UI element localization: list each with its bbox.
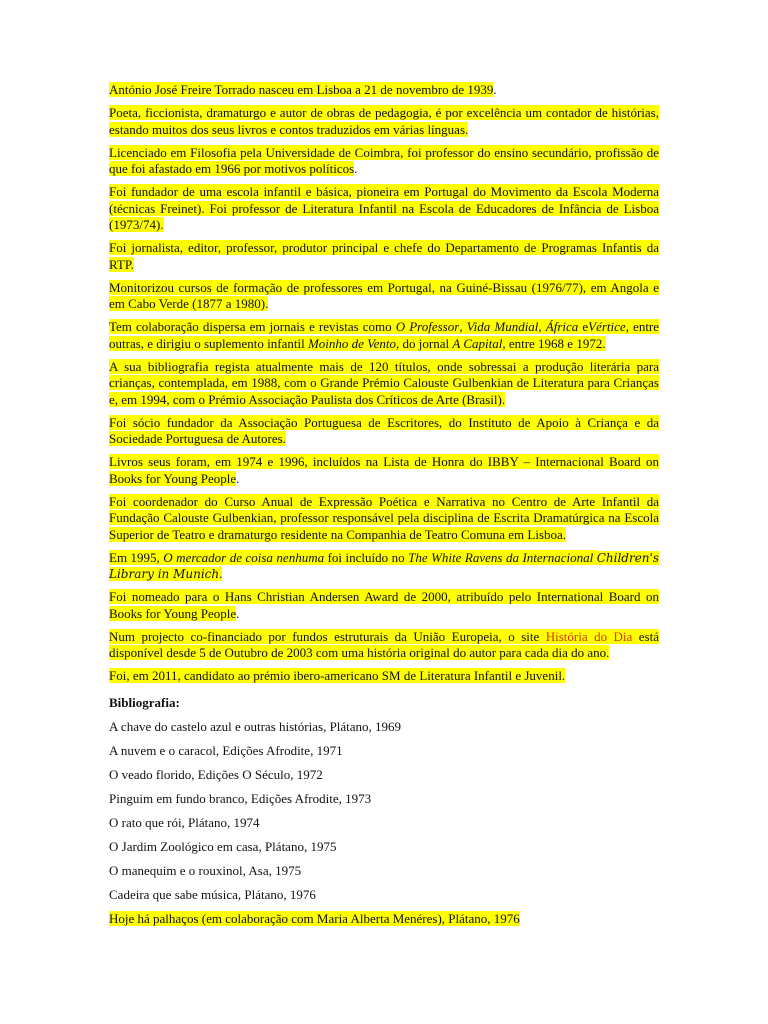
biography-paragraph (109, 629, 659, 662)
text-segment: foi incluído no (324, 549, 409, 565)
bibliography-item-text: O manequim e o rouxinol, Asa, 1975 (109, 863, 302, 878)
text-segment: , (538, 319, 546, 334)
bibliography-item-text: O Jardim Zoológico em casa, Plátano, 1975 (109, 839, 337, 854)
historia-do-dia-link[interactable]: História do Dia (545, 628, 633, 644)
biography-paragraph (109, 550, 659, 583)
bibliography-item (109, 839, 659, 856)
bibliography-item-text: O veado florido, Edições O Século, 1972 (109, 767, 323, 782)
text-segment: Moinho de Vento (307, 335, 397, 351)
biography-paragraph (109, 82, 659, 99)
biography-paragraph (109, 280, 659, 313)
text-segment: , (459, 319, 467, 334)
bibliography-item (109, 791, 659, 808)
document-body (109, 82, 659, 935)
bibliography-item (109, 767, 659, 784)
biography-paragraph (109, 415, 659, 448)
biography-paragraph (109, 184, 659, 234)
biography-paragraph (109, 145, 659, 178)
text-segment: . (219, 566, 223, 581)
text-segment: Foi nomeado para o Hans Christian Andersen Award de 2000, atribuído pelo International Board on Books for Young People (109, 589, 659, 621)
bibliography-heading: Bibliografia: (109, 694, 180, 710)
text-segment: , do jornal (396, 335, 453, 351)
biography-paragraph (109, 589, 659, 622)
bibliography-item (109, 887, 659, 904)
bibliography-item (109, 911, 659, 928)
biography-paragraph (109, 105, 659, 138)
text-segment: . (236, 470, 240, 486)
text-segment: . (493, 82, 497, 97)
bibliography-item (109, 743, 659, 760)
text-segment: Monitorizou cursos de formação de professores em Portugal, na Guiné-Bissau (1976/77), em Angola e em Cabo Verde (1877 a 1980). (109, 279, 659, 311)
text-segment: Foi sócio fundador da Associação Portuguesa de Escritores, do Instituto de Apoio à Criança e da Sociedade Portuguesa de Autores. (109, 414, 659, 446)
biography-section (109, 82, 659, 685)
text-segment: A Capital (452, 335, 503, 351)
text-segment: A sua bibliografia regista atualmente mais de 120 títulos, onde sobressai a produção literária para crianças, contemplada, em 1988, com o Grande Prémio Calouste Gulbenkian de Literatura para Crianças e, em 1994, com o Prémio Associação Paulista dos Críticos de Arte (Brasil). (109, 358, 659, 407)
bibliography-item-text: Pinguim em fundo branco, Edições Afrodite, 1973 (109, 791, 372, 806)
text-segment: Em 1995, (109, 549, 164, 565)
text-segment: Foi jornalista, editor, professor, produtor principal e chefe do Departamento de Programas Infantis da RTP. (109, 240, 659, 272)
text-segment: Foi, em 2011, candidato ao prémio ibero-americano SM de Literatura Infantil e Juvenil. (109, 668, 566, 683)
text-segment: Num projecto co-financiado por fundos estruturais da União Europeia, o site (109, 628, 546, 644)
text-segment: . (354, 161, 358, 176)
text-segment: , entre 1968 e 1972. (502, 335, 606, 351)
bibliography-item (109, 863, 659, 880)
biography-paragraph (109, 668, 659, 685)
text-segment: Foi fundador de uma escola infantil e básica, pioneira em Portugal do Movimento da Escola Moderna (técnicas Freinet). Foi professor de Literatura Infantil na Escola de Educadores de Infância de Lisboa (1973/74). (109, 184, 659, 232)
text-segment: Children's Library in Munich (109, 550, 659, 581)
bibliography-item (109, 815, 659, 832)
biography-paragraph (109, 494, 659, 544)
bibliography-item-text: O rato que rói, Plátano, 1974 (109, 815, 260, 830)
bibliography-item-text: Hoje há palhaços (em colaboração com Maria Alberta Menéres), Plátano, 1976 (109, 911, 520, 926)
biography-paragraph (109, 359, 659, 409)
bibliography-item-text: A chave do castelo azul e outras histórias, Plátano, 1969 (109, 719, 402, 734)
bibliography-item (109, 719, 659, 736)
text-segment: Vida Mundial (466, 319, 539, 334)
biography-paragraph (109, 319, 659, 352)
text-segment: O mercador de coisa nenhuma (163, 549, 325, 565)
text-segment: António José Freire Torrado nasceu em Lisboa a 21 de novembro de 1939 (109, 82, 494, 97)
text-segment: e (578, 319, 589, 334)
text-segment: , entre outras, e dirigiu o suplemento infantil (109, 319, 660, 351)
text-segment: Vértice (588, 319, 626, 334)
bibliography-item-text: A nuvem e o caracol, Edições Afrodite, 1971 (109, 743, 343, 758)
biography-paragraph (109, 240, 659, 273)
bibliography-item-text: Cadeira que sabe música, Plátano, 1976 (109, 887, 316, 902)
text-segment: Licenciado em Filosofia pela Universidade de Coimbra, foi professor do ensino secundário, profissão de que foi afastado em 1966 por motivos políticos (109, 144, 659, 176)
bibliography-list (109, 719, 659, 928)
text-segment: . (236, 605, 240, 621)
text-segment: está disponível desde 5 de Outubro de 2003 com uma história original do autor para cada dia do ano. (109, 628, 659, 660)
text-segment: Poeta, ficcionista, dramaturgo e autor de obras de pedagogia, é por excelência um contador de histórias, estando muitos dos seus livros e contos traduzidos em várias línguas. (109, 105, 659, 137)
text-segment: Livros seus foram, em 1974 e 1996, incluídos na Lista de Honra do IBBY – Internacional Board on Books for Young People (109, 454, 659, 486)
text-segment: África (545, 319, 579, 334)
text-segment: Tem colaboração dispersa em jornais e revistas como (109, 319, 396, 334)
text-segment: The White Ravens da Internacional (408, 549, 597, 565)
text-segment: Foi coordenador do Curso Anual de Expressão Poética e Narrativa no Centro de Arte Infantil da Fundação Calouste Gulbenkian, professor responsável pela disciplina de Escrita Dramatúrgica na Escola Superior de Teatro e dramaturgo residente na Companhia de Teatro Comuna em Lisboa. (109, 493, 659, 542)
biography-paragraph (109, 454, 659, 487)
text-segment: O Professor (395, 319, 460, 334)
